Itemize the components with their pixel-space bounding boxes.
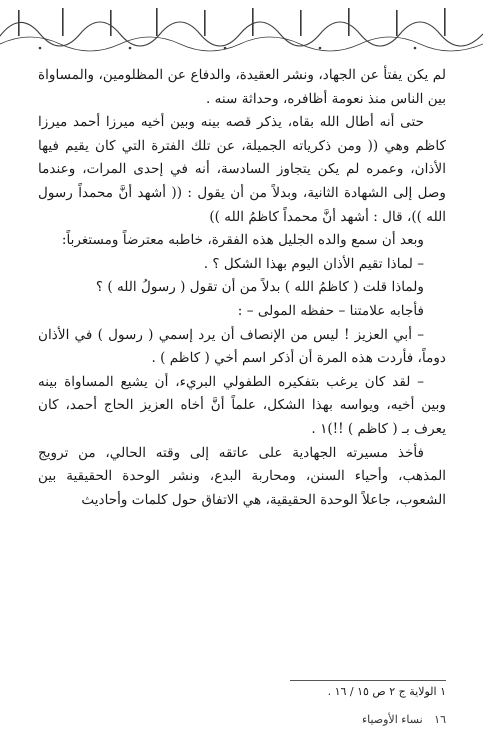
page-number: ١٦ <box>434 713 446 726</box>
paragraph-2: حتى أنه أطال الله بقاه، يذكر قصه بينه وبين أخيه ميرزا أحمد ميرزا كاظم وهي (( ومن ذكرياته الجميلة، عن تلك الفترة التي كان يقيم فيها الأذان، وعمره لم يكن يتجاوز السادسة، أنه في إحدى المرات، وعندما وصل إلى الشهادة الثانية، وبدلاً من أن يقول : (( أشهد أنَّ محمداً رسول الله ))، قال : أشهد أنَّ محمداً كاظمُ الله )) <box>38 114 446 225</box>
paragraph-7: – أبي العزيز ! ليس من الإنصاف أن يرد إسمي ( رسول ) في الأذان دوماً، فأردت هذه المرة أن أذكر اسم أخي ( كاظم ) . <box>38 326 446 367</box>
page-footer <box>38 712 446 728</box>
paragraph-5: ولماذا قلت ( كاظمُ الله ) بدلاً من أن تقول ( رسولُ الله ) ؟ <box>95 279 424 296</box>
paragraph-3: وبعد أن سمع والده الجليل هذه الفقرة، خاطبه معترضاً ومستغرباً: <box>61 232 424 249</box>
main-text <box>38 64 446 512</box>
footnote-divider <box>290 680 446 681</box>
paragraph-8: – لقد كان يرغب بتفكيره الطفولي البريء، أن يشيع المساواة بينه وبين أخيه، ويواسه بهذا الشكل، علماً أنَّ أخاه العزيز الحاج أحمد، كان يعرف بـ ( كاظم ) !!)١ . <box>38 373 446 437</box>
paragraph-6: فأجابه علامتنا – حفظه المولى – : <box>237 302 424 319</box>
calligraphy-ornament-icon <box>0 0 483 58</box>
paragraph-1: لم يكن يفتأ عن الجهاد، ونشر العقيدة، والدفاع عن المظلومين، والمساواة بين الناس منذ نعومة أظافره، وحداثة سنه . <box>38 67 446 107</box>
footnote: ١ الولاية ج ٢ ص ١٥ / ١٦ . <box>327 685 446 698</box>
paragraph-9: فأخذ مسيرته الجهادية على عاتقه إلى وقته الحالي، من ترويج المذهب، وأحياء السنن، ومحاربة البدع، ونشر الوحدة الحقيقية بين الشعوب، جاعلاً الوحدة الحقيقية، هي الاتفاق حول كلمات وأحاديث <box>38 444 446 508</box>
paragraph-4: – لماذا تقيم الأذان اليوم بهذا الشكل ؟ . <box>203 255 424 272</box>
running-title: نساء الأوصياء <box>361 713 423 726</box>
calligraphy-header-band <box>0 0 483 58</box>
